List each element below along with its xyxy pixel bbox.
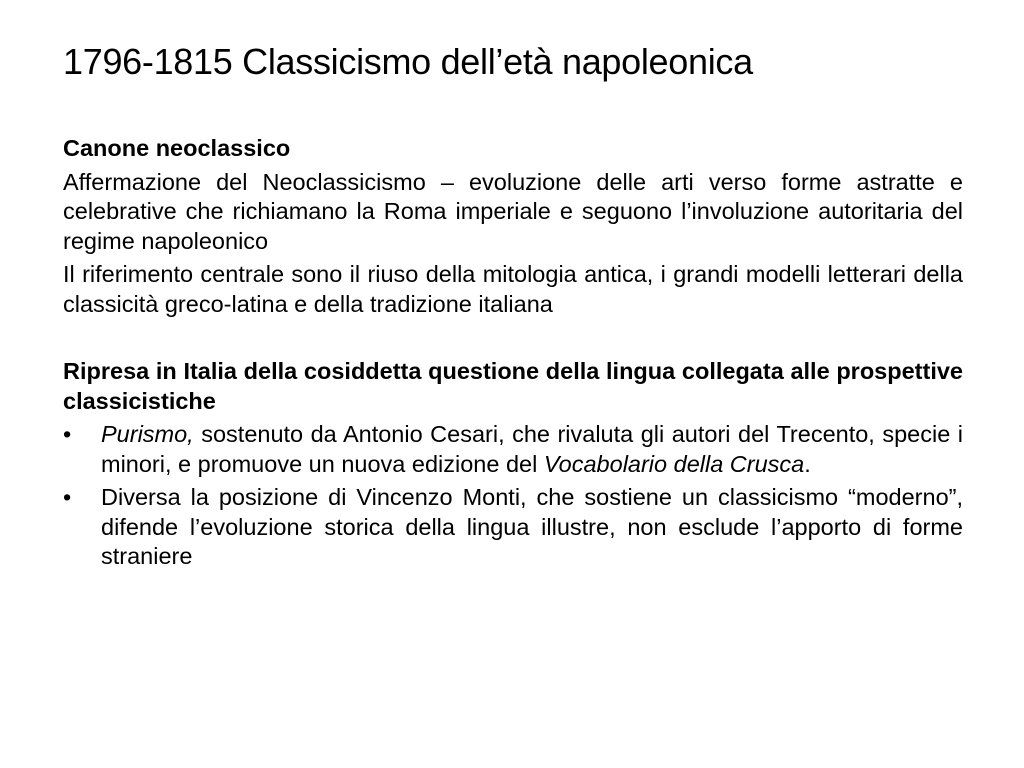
bullet-icon: •	[63, 421, 72, 447]
bullet-text-end: .	[804, 450, 811, 477]
bullet-text: sostenuto da Antonio Cesari, che rivaluta gli autori del Trecento, specie i minori, e promuove un nuova edizione del	[101, 421, 963, 477]
section-heading: Ripresa in Italia della cosiddetta questione della lingua collegata alle prospettive classicistiche	[63, 358, 963, 414]
bullet-item-monti	[63, 483, 963, 572]
bullet-item-purismo	[63, 420, 963, 479]
bullet-list	[63, 420, 963, 572]
paragraph: Affermazione del Neoclassicismo – evoluzione delle arti verso forme astratte e celebrative che richiamano la Roma imperiale e seguono l’involuzione autoritaria del regime napoleonico	[63, 168, 963, 254]
paragraph: Il riferimento centrale sono il riuso della mitologia antica, i grandi modelli letterari della classicità greco-latina e della tradizione italiana	[63, 261, 963, 317]
slide-title: 1796-1815 Classicismo dell’età napoleonica	[63, 41, 753, 82]
section-heading: Canone neoclassico	[63, 135, 291, 161]
spacer	[63, 323, 963, 357]
italic-term: Purismo,	[101, 421, 194, 447]
slide-body	[63, 134, 963, 576]
bullet-text: Diversa la posizione di Vincenzo Monti, che sostiene un classicismo “moderno”, difende l’evoluzione storica della lingua illustre, non esclude l’apporto di forme straniere	[101, 484, 963, 569]
section-canone-neoclassico	[63, 134, 963, 319]
italic-title: Vocabolario della Crusca	[543, 450, 805, 477]
bullet-icon: •	[63, 484, 72, 510]
section-questione-della-lingua	[63, 357, 963, 572]
